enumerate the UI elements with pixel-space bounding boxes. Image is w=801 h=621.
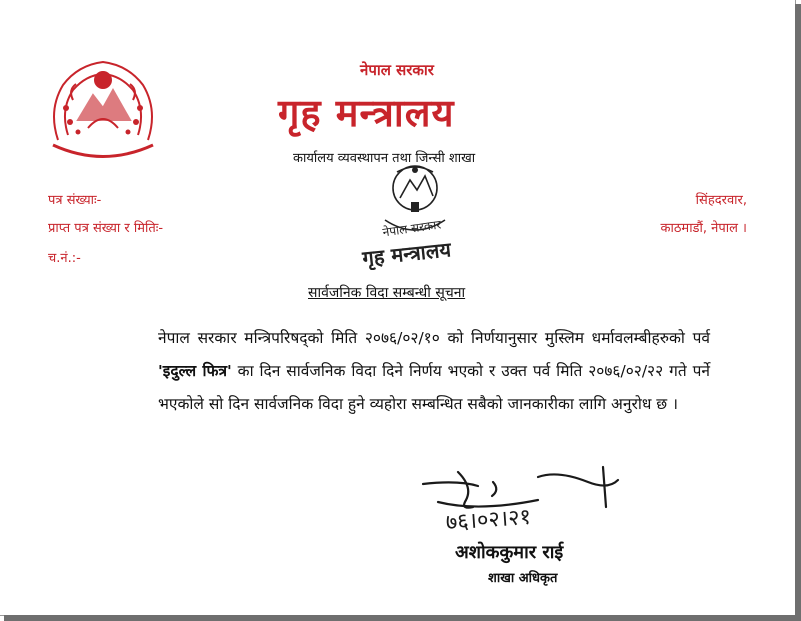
dispatch-number-label: च.नं.:- xyxy=(48,251,81,266)
government-title: नेपाल सरकार xyxy=(360,61,434,79)
notice-subject: सार्वजनिक विदा सम्बन्धी सूचना xyxy=(308,285,466,301)
svg-text:गृह मन्त्रालय: गृह मन्त्रालय xyxy=(361,237,453,270)
address-line-2: काठमाडौं, नेपाल । xyxy=(660,221,747,236)
nepal-emblem-icon xyxy=(38,50,168,170)
signatory-name: अशोककुमार राई xyxy=(455,542,564,563)
notice-body-part1: नेपाल सरकार मन्त्रिपरिषद्को मिति २०७६/०२/१० को निर्णयानुसार मुस्लिम धर्मावलम्बीहरुको पर्व xyxy=(158,329,710,347)
svg-text:नेपाल सरकार: नेपाल सरकार xyxy=(381,217,442,240)
page-shadow-bottom xyxy=(4,615,801,621)
page-shadow-right xyxy=(795,4,801,621)
office-subtitle: कार्यालय व्यवस्थापन तथा जिन्सी शाखा xyxy=(293,151,476,166)
notice-body-part2: का दिन सार्वजनिक विदा दिने निर्णय भएको र उक्त पर्व मिति २०७६/०२/२२ गते पर्ने भएकोले सो दिन सार्वजनिक विदा हुने व्यहोरा सम्बन्धित सबैको जानकारीका लागि अनुरोध छ । xyxy=(158,362,710,413)
signatory-designation: शाखा अधिकृत xyxy=(488,571,558,586)
received-number-date-label: प्राप्त पत्र संख्या र मितिः- xyxy=(48,221,164,236)
notice-body xyxy=(158,322,710,421)
office-stamp-icon xyxy=(355,160,475,270)
letter-number-label: पत्र संख्याः- xyxy=(48,193,102,208)
ministry-title: गृह मन्त्रालय xyxy=(278,91,455,135)
handwritten-signature xyxy=(418,462,638,537)
address-line-1: सिंहदरवार, xyxy=(695,193,747,208)
festival-name: 'इदुल्ल फित्र' xyxy=(158,362,232,380)
signature-date: ७६।०२।२१ xyxy=(445,504,532,536)
